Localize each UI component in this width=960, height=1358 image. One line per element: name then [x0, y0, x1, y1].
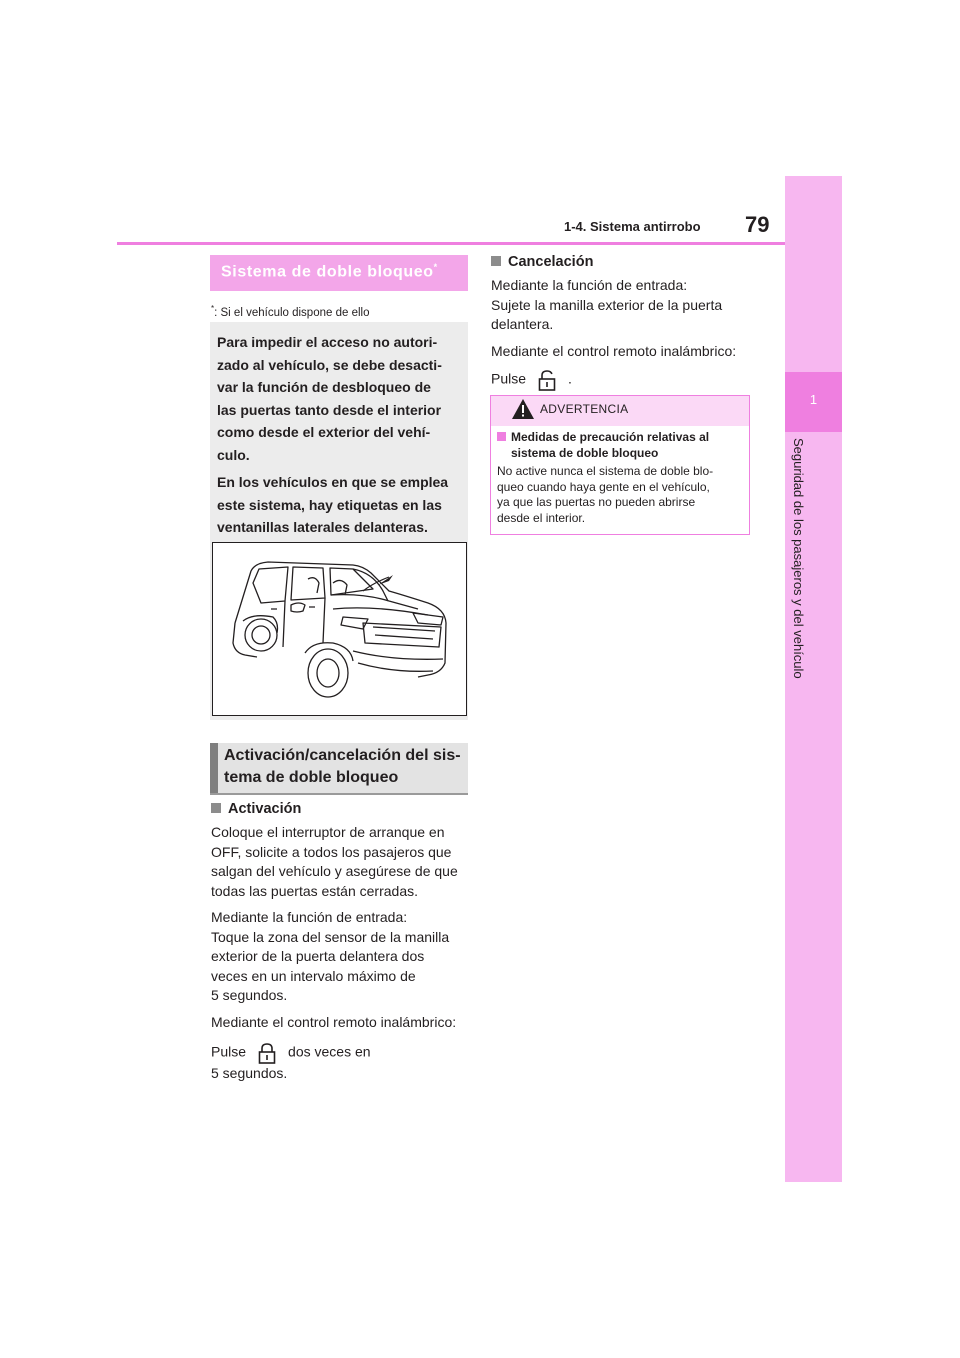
cancelacion-heading — [491, 254, 593, 270]
warning-heading — [497, 430, 745, 461]
chapter-title — [786, 438, 812, 738]
footnote — [211, 304, 369, 319]
section-title: 1-4. Sistema antirrobo — [564, 219, 701, 234]
cancelacion-heading-text: Cancelación — [508, 254, 594, 270]
cancelacion-p3 — [491, 369, 756, 391]
intro-line: ventanillas laterales delanteras. — [217, 519, 428, 535]
lock-icon — [256, 1042, 278, 1064]
section-heading-2 — [224, 745, 469, 788]
intro-line: zado al vehículo, se debe desacti- — [217, 356, 442, 373]
text-line: Mediante la función de entrada: — [211, 909, 408, 925]
footnote-text: : Si el vehículo dispone de ello — [214, 306, 370, 319]
text-line: ya que las puertas no pueden abrirse — [497, 495, 696, 509]
unlock-icon — [536, 369, 558, 391]
text-line: Sujete la manilla exterior de la puerta — [491, 296, 723, 313]
activacion-p3: Mediante el control remoto inalámbrico: — [211, 1013, 457, 1030]
cancelacion-p2: Mediante el control remoto inalámbrico: — [491, 342, 737, 359]
warning-triangle-icon — [511, 398, 535, 420]
intro-line: En los vehículos en que se emplea — [217, 474, 449, 490]
cancelacion-body — [491, 276, 756, 398]
text-line: Mediante la función de entrada: — [491, 277, 688, 293]
text-line: delantera. — [491, 316, 554, 332]
text-line: Pulse — [211, 1043, 247, 1060]
square-bullet-icon — [497, 432, 506, 441]
intro-text — [217, 331, 467, 544]
text-line: dos veces en — [288, 1043, 371, 1060]
suv-drawing — [213, 543, 466, 715]
text-line: 5 segundos. — [211, 987, 288, 1003]
chapter-title-text: Seguridad de los pasajeros y del vehículo — [791, 438, 806, 679]
section-heading-text: Sistema de doble bloqueo — [221, 263, 434, 281]
text-line: veces en un intervalo máximo de — [211, 967, 416, 984]
activacion-p4 — [211, 1042, 473, 1084]
warning-body — [497, 464, 745, 526]
intro-line: las puertas tanto desde el interior — [217, 401, 442, 418]
text-line: OFF, solicite a todos los pasajeros que — [211, 843, 452, 860]
activacion-body — [211, 823, 473, 1091]
text-line: Pulse — [491, 370, 527, 387]
intro-line: culo. — [217, 446, 250, 463]
text-line: sistema de doble bloqueo — [511, 445, 659, 460]
activacion-p2 — [211, 908, 473, 1006]
page-number: 79 — [745, 212, 770, 237]
footnote-marker: * — [433, 262, 438, 272]
intro-paragraph — [217, 331, 467, 466]
section-heading — [221, 262, 438, 281]
intro-line: como desde el exterior del vehí- — [217, 424, 431, 440]
activacion-heading — [211, 801, 301, 817]
text-line: desde el interior. — [497, 510, 586, 525]
vehicle-illustration — [212, 542, 467, 716]
footnote-mark: * — [211, 304, 215, 313]
text-line: todas las puertas están cerradas. — [211, 882, 419, 899]
text-line: queo cuando haya gente en el vehículo, — [497, 479, 710, 494]
text-line: Toque la zona del sensor de la manilla — [211, 928, 450, 945]
intro-line: este sistema, hay etiquetas en las — [217, 496, 442, 513]
section-heading-line: tema de doble bloqueo — [224, 768, 399, 786]
chapter-number: 1 — [809, 392, 818, 407]
activacion-heading-text: Activación — [228, 801, 302, 817]
intro-line: var la función de desbloqueo de — [217, 379, 431, 395]
text-line: . — [568, 370, 572, 387]
warning-title: ADVERTENCIA — [540, 402, 629, 416]
text-line: salgan del vehículo y asegúrese de que — [211, 863, 458, 879]
cancelacion-p1 — [491, 276, 756, 335]
intro-paragraph-2 — [217, 471, 467, 539]
header-rule — [117, 242, 785, 245]
text-line: exterior de la puerta delantera dos — [211, 948, 425, 964]
text-line: Coloque el interruptor de arranque en — [211, 824, 445, 840]
intro-line: Para impedir el acceso no autori- — [217, 334, 438, 350]
activacion-p1 — [211, 823, 473, 901]
text-line: Medidas de precaución relativas al — [511, 430, 710, 444]
text-line: 5 segundos. — [211, 1065, 288, 1081]
square-bullet-icon — [211, 803, 221, 813]
square-bullet-icon — [491, 256, 501, 266]
text-line: No active nunca el sistema de doble blo- — [497, 464, 714, 478]
section-banner-accent — [210, 743, 218, 793]
section-heading-line: Activación/cancelación del sis- — [224, 747, 461, 764]
